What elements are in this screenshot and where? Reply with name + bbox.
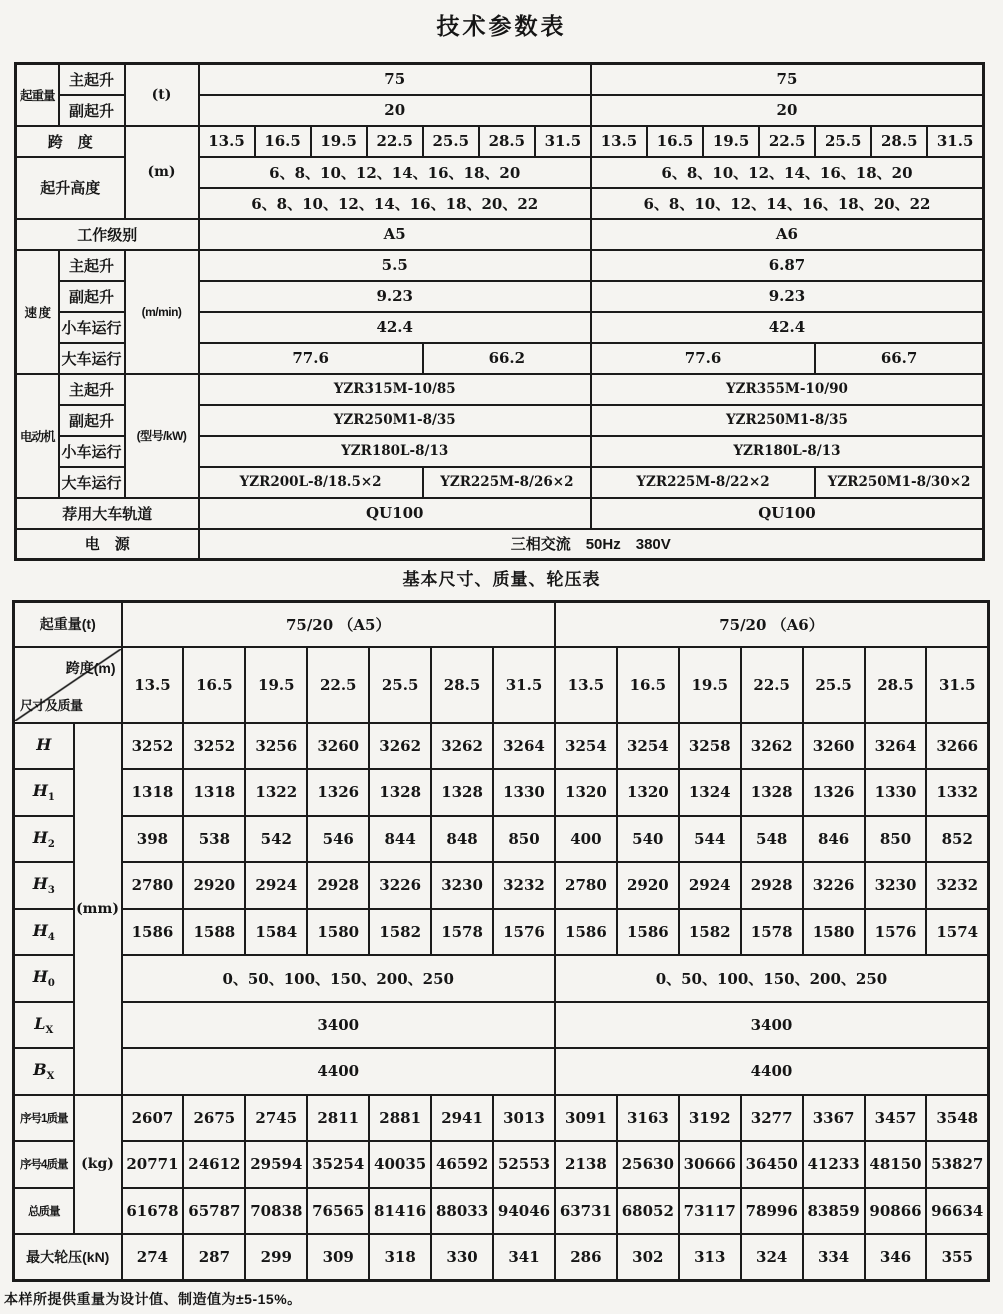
row-label: 起升高度: [16, 157, 125, 219]
value-cell: 3230: [431, 862, 493, 909]
row-sublabel: 大车运行: [59, 343, 125, 374]
value-cell: 30666: [679, 1141, 741, 1188]
value-cell: 4400: [555, 1048, 989, 1095]
table-row: [14, 955, 989, 1002]
value-cell: 852: [926, 816, 988, 863]
value-cell: 299: [245, 1234, 307, 1281]
value-cell: 0、50、100、150、200、250: [555, 955, 989, 1002]
value-cell: 75: [199, 64, 591, 95]
value-cell: 13.5: [555, 647, 617, 723]
value-cell: 3262: [369, 723, 431, 770]
value-cell: 2745: [245, 1095, 307, 1142]
row-sublabel: 小车运行: [59, 312, 125, 343]
value-cell: 3254: [555, 723, 617, 770]
value-cell: 1330: [865, 769, 927, 816]
row-label: 电 源: [16, 529, 199, 560]
value-cell: 1582: [679, 909, 741, 956]
table-row: [16, 529, 984, 560]
value-cell: 52553: [493, 1141, 555, 1188]
value-cell: 42.4: [199, 312, 591, 343]
value-cell: 3367: [803, 1095, 865, 1142]
value-cell: 2607: [122, 1095, 184, 1142]
value-cell: 3400: [122, 1002, 555, 1049]
value-cell: YZR180L-8/13: [591, 436, 984, 467]
value-cell: 三相交流 50Hz 380V: [199, 529, 984, 560]
value-cell: 22.5: [741, 647, 803, 723]
value-cell: YZR200L-8/18.5×2: [199, 467, 423, 498]
value-cell: 66.7: [815, 343, 983, 374]
row-label: 序号1质量: [14, 1095, 74, 1142]
row-label: [14, 909, 74, 956]
dim-base: H: [32, 781, 48, 801]
value-cell: 848: [431, 816, 493, 863]
unit-cell: (m): [125, 126, 199, 219]
value-cell: 16.5: [647, 126, 703, 157]
value-cell: 46592: [431, 1141, 493, 1188]
value-cell: 2920: [183, 862, 245, 909]
table-row: [16, 126, 984, 157]
value-cell: 29594: [245, 1141, 307, 1188]
value-cell: 1576: [865, 909, 927, 956]
value-cell: 3277: [741, 1095, 803, 1142]
value-cell: 68052: [617, 1188, 679, 1235]
row-label: [14, 769, 74, 816]
value-cell: 1318: [122, 769, 184, 816]
row-label: 起重量(t): [14, 602, 122, 647]
unit-cell: (型号/kW): [125, 374, 199, 498]
value-cell: 3260: [803, 723, 865, 770]
value-cell: YZR225M-8/26×2: [423, 467, 591, 498]
value-cell: 75/20 （A5）: [122, 602, 555, 647]
dim-base: L: [34, 1013, 46, 1033]
value-cell: 1580: [307, 909, 369, 956]
value-cell: 35254: [307, 1141, 369, 1188]
value-cell: 3252: [183, 723, 245, 770]
dim-sub: 0: [47, 978, 55, 990]
value-cell: 16.5: [183, 647, 245, 723]
value-cell: 3262: [431, 723, 493, 770]
value-cell: 1320: [617, 769, 679, 816]
row-label: 速 度: [16, 250, 59, 374]
table-row: [14, 1188, 989, 1235]
table-row: [14, 816, 989, 863]
value-cell: 302: [617, 1234, 679, 1281]
value-cell: 3258: [679, 723, 741, 770]
value-cell: 22.5: [367, 126, 423, 157]
value-cell: 65787: [183, 1188, 245, 1235]
value-cell: 3254: [617, 723, 679, 770]
value-cell: 3226: [803, 862, 865, 909]
dim-sub: 1: [47, 792, 55, 804]
row-label: [14, 1048, 74, 1095]
value-cell: 318: [369, 1234, 431, 1281]
value-cell: 48150: [865, 1141, 927, 1188]
value-cell: 341: [493, 1234, 555, 1281]
value-cell: 66.2: [423, 343, 591, 374]
table-row: [14, 723, 989, 770]
value-cell: A6: [591, 219, 984, 250]
value-cell: 24612: [183, 1141, 245, 1188]
dim-base: H: [36, 734, 52, 754]
diagonal-divider: [15, 649, 121, 721]
row-label: 荐用大车轨道: [16, 498, 199, 529]
value-cell: 28.5: [865, 647, 927, 723]
page-title-tech-params: 技术参数表: [436, 13, 567, 39]
value-cell: 6、8、10、12、14、16、18、20: [591, 157, 984, 188]
dim-base: H: [32, 874, 48, 894]
value-cell: 3230: [865, 862, 927, 909]
value-cell: 77.6: [199, 343, 423, 374]
unit-cell: (m/min): [125, 250, 199, 374]
table-row: [16, 250, 984, 281]
value-cell: 13.5: [591, 126, 647, 157]
value-cell: 0、50、100、150、200、250: [122, 955, 555, 1002]
value-cell: 61678: [122, 1188, 184, 1235]
value-cell: 25.5: [369, 647, 431, 723]
value-cell: QU100: [199, 498, 591, 529]
value-cell: 3232: [493, 862, 555, 909]
value-cell: 9.23: [199, 281, 591, 312]
row-label: 序号4质量: [14, 1141, 74, 1188]
dim-sub: 4: [47, 931, 55, 943]
value-cell: 1586: [555, 909, 617, 956]
value-cell: 76565: [307, 1188, 369, 1235]
value-cell: YZR250M1-8/35: [591, 405, 984, 436]
value-cell: 6、8、10、12、14、16、18、20: [199, 157, 591, 188]
value-cell: 78996: [741, 1188, 803, 1235]
value-cell: 20: [591, 95, 984, 126]
row-sublabel: 副起升: [59, 95, 125, 126]
value-cell: 31.5: [926, 647, 988, 723]
value-cell: 3163: [617, 1095, 679, 1142]
table-row: [14, 1141, 989, 1188]
value-cell: 22.5: [307, 647, 369, 723]
table-row: [14, 602, 989, 647]
value-cell: 1328: [741, 769, 803, 816]
value-cell: 540: [617, 816, 679, 863]
tech-params-table: [14, 62, 985, 561]
value-cell: 3252: [122, 723, 184, 770]
table-row: [16, 498, 984, 529]
value-cell: 3457: [865, 1095, 927, 1142]
dimensions-mass-wheel-table: [12, 600, 990, 1282]
value-cell: 13.5: [122, 647, 184, 723]
value-cell: 81416: [369, 1188, 431, 1235]
row-label: [14, 723, 74, 770]
value-cell: 3264: [865, 723, 927, 770]
value-cell: 286: [555, 1234, 617, 1281]
value-cell: 309: [307, 1234, 369, 1281]
value-cell: 41233: [803, 1141, 865, 1188]
value-cell: 28.5: [479, 126, 535, 157]
value-cell: 324: [741, 1234, 803, 1281]
dim-sub: 2: [47, 838, 55, 850]
value-cell: 53827: [926, 1141, 988, 1188]
value-cell: 83859: [803, 1188, 865, 1235]
dim-base: B: [33, 1060, 47, 1080]
value-cell: 1332: [926, 769, 988, 816]
value-cell: 42.4: [591, 312, 984, 343]
table-row: [14, 647, 989, 723]
row-sublabel: 副起升: [59, 281, 125, 312]
value-cell: YZR250M1-8/30×2: [815, 467, 983, 498]
value-cell: 313: [679, 1234, 741, 1281]
value-cell: 1326: [803, 769, 865, 816]
dim-base: H: [32, 967, 48, 987]
value-cell: 2811: [307, 1095, 369, 1142]
value-cell: 96634: [926, 1188, 988, 1235]
value-cell: 1574: [926, 909, 988, 956]
value-cell: 2920: [617, 862, 679, 909]
row-label: 跨 度: [16, 126, 125, 157]
table-row: [14, 862, 989, 909]
unit-cell: (kg): [74, 1095, 122, 1235]
row-label: [14, 816, 74, 863]
value-cell: 6、8、10、12、14、16、18、20、22: [199, 188, 591, 219]
value-cell: 850: [865, 816, 927, 863]
value-cell: 400: [555, 816, 617, 863]
dim-sub: X: [46, 1071, 55, 1083]
value-cell: QU100: [591, 498, 984, 529]
value-cell: 25.5: [423, 126, 479, 157]
diagonal-header-cell: [14, 647, 122, 723]
value-cell: 3232: [926, 862, 988, 909]
table-row: [16, 64, 984, 95]
value-cell: 16.5: [255, 126, 311, 157]
value-cell: 2675: [183, 1095, 245, 1142]
value-cell: 94046: [493, 1188, 555, 1235]
value-cell: YZR180L-8/13: [199, 436, 591, 467]
value-cell: 1586: [617, 909, 679, 956]
value-cell: 90866: [865, 1188, 927, 1235]
value-cell: 16.5: [617, 647, 679, 723]
table-row: [14, 1234, 989, 1281]
value-cell: 1580: [803, 909, 865, 956]
dim-sub: X: [45, 1024, 54, 1036]
value-cell: YZR250M1-8/35: [199, 405, 591, 436]
value-cell: 25.5: [815, 126, 871, 157]
value-cell: 844: [369, 816, 431, 863]
table-row: [16, 374, 984, 405]
value-cell: 28.5: [431, 647, 493, 723]
row-label: 起重量: [16, 64, 59, 126]
value-cell: 6.87: [591, 250, 984, 281]
value-cell: 3013: [493, 1095, 555, 1142]
value-cell: 77.6: [591, 343, 815, 374]
value-cell: YZR225M-8/22×2: [591, 467, 815, 498]
table-row: [14, 769, 989, 816]
row-sublabel: 主起升: [59, 374, 125, 405]
value-cell: 19.5: [679, 647, 741, 723]
value-cell: YZR315M-10/85: [199, 374, 591, 405]
value-cell: 1324: [679, 769, 741, 816]
dim-base: H: [32, 920, 48, 940]
row-label: 工作级别: [16, 219, 199, 250]
value-cell: 31.5: [493, 647, 555, 723]
value-cell: 846: [803, 816, 865, 863]
value-cell: 2924: [679, 862, 741, 909]
table-row: [14, 1002, 989, 1049]
value-cell: 3192: [679, 1095, 741, 1142]
row-sublabel: 小车运行: [59, 436, 125, 467]
value-cell: 334: [803, 1234, 865, 1281]
value-cell: 398: [122, 816, 184, 863]
value-cell: 22.5: [759, 126, 815, 157]
value-cell: 20: [199, 95, 591, 126]
value-cell: 5.5: [199, 250, 591, 281]
value-cell: 19.5: [703, 126, 759, 157]
value-cell: 538: [183, 816, 245, 863]
value-cell: 1584: [245, 909, 307, 956]
unit-cell: (mm): [74, 723, 122, 1095]
value-cell: 25630: [617, 1141, 679, 1188]
value-cell: 3256: [245, 723, 307, 770]
row-label: 最大轮压(kN): [14, 1234, 122, 1281]
value-cell: 3400: [555, 1002, 989, 1049]
value-cell: 330: [431, 1234, 493, 1281]
value-cell: 3264: [493, 723, 555, 770]
value-cell: 3548: [926, 1095, 988, 1142]
value-cell: 40035: [369, 1141, 431, 1188]
value-cell: 3260: [307, 723, 369, 770]
value-cell: 9.23: [591, 281, 984, 312]
value-cell: 850: [493, 816, 555, 863]
value-cell: 3266: [926, 723, 988, 770]
value-cell: 28.5: [871, 126, 927, 157]
value-cell: 19.5: [311, 126, 367, 157]
row-label: 总质量: [14, 1188, 74, 1235]
value-cell: 75: [591, 64, 984, 95]
unit-cell: (t): [125, 64, 199, 126]
table-row: [14, 909, 989, 956]
page-title-dims-mass-wheel: 基本尺寸、质量、轮压表: [402, 570, 601, 589]
value-cell: 63731: [555, 1188, 617, 1235]
value-cell: 1330: [493, 769, 555, 816]
row-sublabel: 副起升: [59, 405, 125, 436]
value-cell: YZR355M-10/90: [591, 374, 984, 405]
row-sublabel: 主起升: [59, 250, 125, 281]
value-cell: 70838: [245, 1188, 307, 1235]
value-cell: 287: [183, 1234, 245, 1281]
value-cell: 2928: [741, 862, 803, 909]
footnote: 本样所提供重量为设计值、制造值为±5-15%。: [4, 1291, 302, 1307]
value-cell: 20771: [122, 1141, 184, 1188]
value-cell: 2138: [555, 1141, 617, 1188]
value-cell: 73117: [679, 1188, 741, 1235]
value-cell: 1586: [122, 909, 184, 956]
value-cell: 88033: [431, 1188, 493, 1235]
value-cell: 3262: [741, 723, 803, 770]
value-cell: 1582: [369, 909, 431, 956]
value-cell: 3226: [369, 862, 431, 909]
row-sublabel: 主起升: [59, 64, 125, 95]
diag-label-dims: 尺寸及质量: [20, 697, 83, 713]
value-cell: 1578: [431, 909, 493, 956]
value-cell: 19.5: [245, 647, 307, 723]
row-label: 电动机: [16, 374, 59, 498]
value-cell: A5: [199, 219, 591, 250]
value-cell: 274: [122, 1234, 184, 1281]
table-row: [14, 1095, 989, 1142]
row-sublabel: 大车运行: [59, 467, 125, 498]
value-cell: 1318: [183, 769, 245, 816]
value-cell: 3091: [555, 1095, 617, 1142]
value-cell: 75/20 （A6）: [555, 602, 989, 647]
value-cell: 548: [741, 816, 803, 863]
value-cell: 2941: [431, 1095, 493, 1142]
value-cell: 2780: [122, 862, 184, 909]
value-cell: 1326: [307, 769, 369, 816]
value-cell: 346: [865, 1234, 927, 1281]
value-cell: 2881: [369, 1095, 431, 1142]
value-cell: 2924: [245, 862, 307, 909]
value-cell: 1578: [741, 909, 803, 956]
dim-sub: 3: [47, 885, 55, 897]
value-cell: 25.5: [803, 647, 865, 723]
value-cell: 355: [926, 1234, 988, 1281]
value-cell: 544: [679, 816, 741, 863]
value-cell: 31.5: [927, 126, 983, 157]
table-row: [16, 219, 984, 250]
value-cell: 546: [307, 816, 369, 863]
row-label: [14, 862, 74, 909]
value-cell: 1322: [245, 769, 307, 816]
diag-label-span: 跨度(m): [65, 659, 116, 676]
value-cell: 1328: [431, 769, 493, 816]
value-cell: 1320: [555, 769, 617, 816]
value-cell: 6、8、10、12、14、16、18、20、22: [591, 188, 984, 219]
value-cell: 2780: [555, 862, 617, 909]
value-cell: 4400: [122, 1048, 555, 1095]
value-cell: 13.5: [199, 126, 255, 157]
dim-base: H: [32, 827, 48, 847]
value-cell: 1576: [493, 909, 555, 956]
value-cell: 1588: [183, 909, 245, 956]
value-cell: 1328: [369, 769, 431, 816]
row-label: [14, 955, 74, 1002]
value-cell: 31.5: [535, 126, 591, 157]
value-cell: 2928: [307, 862, 369, 909]
value-cell: 36450: [741, 1141, 803, 1188]
table-row: [14, 1048, 989, 1095]
value-cell: 542: [245, 816, 307, 863]
row-label: [14, 1002, 74, 1049]
